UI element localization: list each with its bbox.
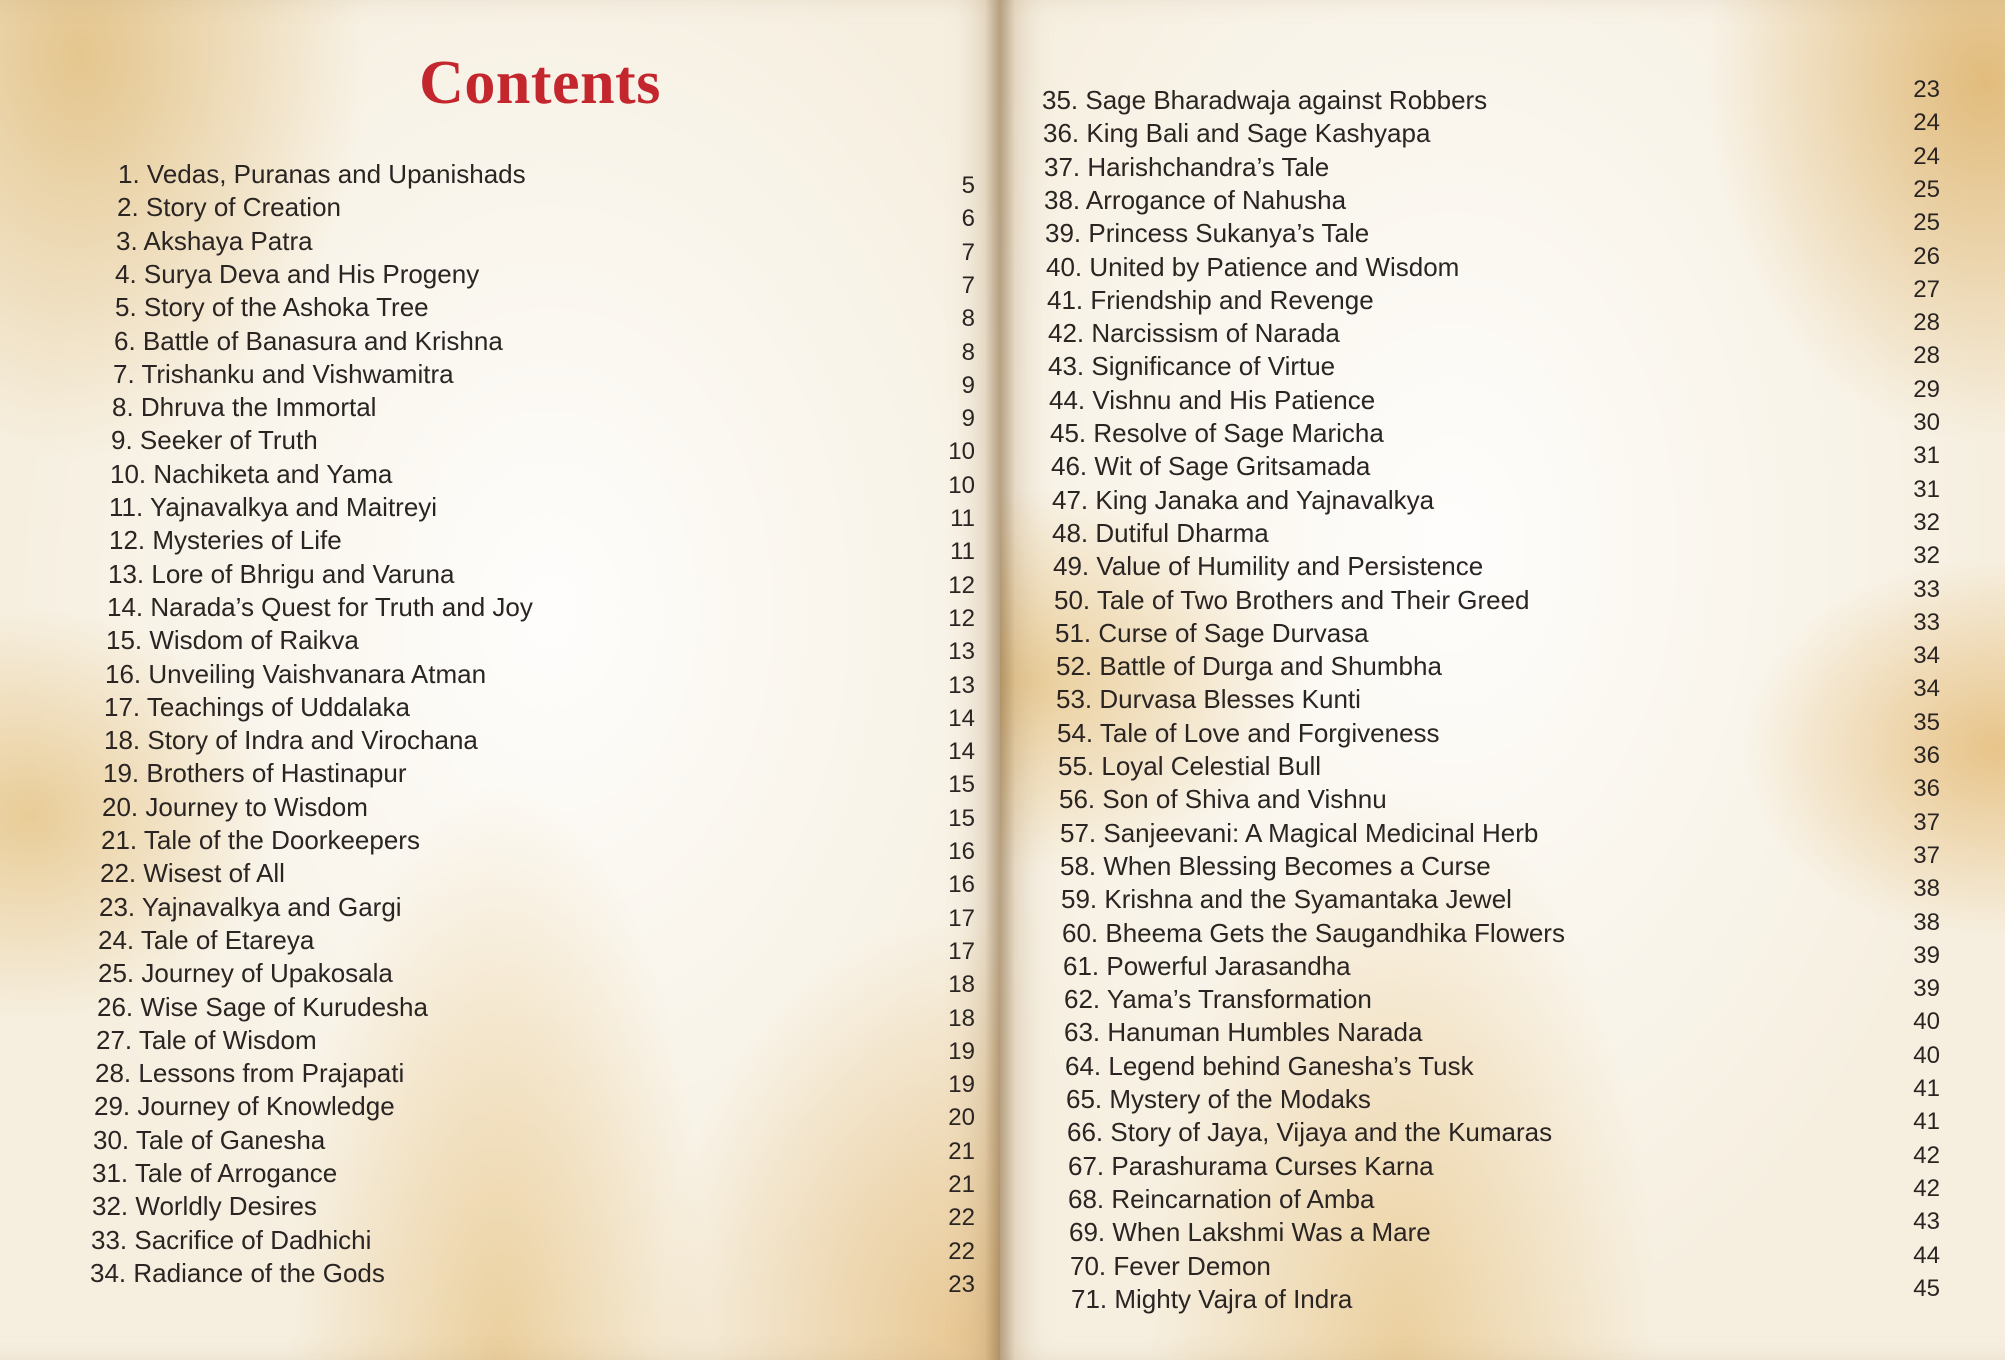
toc-entry-title: 53. Durvasa Blesses Kunti xyxy=(1056,684,1361,715)
toc-entry-title: 51. Curse of Sage Durvasa xyxy=(1055,617,1369,648)
toc-entry-title: 10. Nachiketa and Yama xyxy=(110,458,393,489)
toc-entry-title: 62. Yama’s Transformation xyxy=(1064,984,1372,1015)
toc-entry-title: 59. Krishna and the Syamantaka Jewel xyxy=(1061,884,1512,915)
toc-entry-title: 29. Journey of Knowledge xyxy=(94,1091,395,1122)
toc-entry-title: 67. Parashurama Curses Karna xyxy=(1068,1150,1434,1181)
toc-entry-page-number: 25 xyxy=(1913,175,1940,203)
toc-entry-title: 33. Sacrifice of Dadhichi xyxy=(91,1224,372,1255)
toc-entry-page-number: 23 xyxy=(1913,76,1940,103)
toc-entry-title: 4. Surya Deva and His Progeny xyxy=(115,258,480,289)
toc-entry-title: 47. King Janaka and Yajnavalkya xyxy=(1052,484,1435,515)
toc-entry-title: 60. Bheema Gets the Saugandhika Flowers xyxy=(1062,917,1565,948)
toc-entry-page-number: 31 xyxy=(1913,475,1940,503)
toc-entry-title: 11. Yajnavalkya and Maitreyi xyxy=(109,492,438,522)
toc-entry-page-number: 16 xyxy=(948,871,975,899)
toc-entry-page-number: 15 xyxy=(948,804,975,832)
toc-entry-title: 45. Resolve of Sage Maricha xyxy=(1050,418,1384,448)
toc-entry-title: 21. Tale of the Doorkeepers xyxy=(101,825,420,855)
toc-entry-title: 40. United by Patience and Wisdom xyxy=(1046,251,1460,282)
toc-entry-page-number: 23 xyxy=(948,1270,975,1298)
toc-entry-page-number: 39 xyxy=(1913,941,1940,969)
toc-entry-page-number: 8 xyxy=(961,305,975,333)
toc-entry-page-number: 35 xyxy=(1913,708,1940,736)
toc-entry-page-number: 12 xyxy=(948,604,975,632)
toc-entry-page-number: 31 xyxy=(1913,442,1940,470)
toc-entry-page-number: 14 xyxy=(948,704,975,732)
toc-entry-page-number: 37 xyxy=(1913,808,1940,836)
book-gutter xyxy=(985,0,1015,1360)
toc-entry-page-number: 13 xyxy=(948,671,975,699)
toc-entry-page-number: 18 xyxy=(948,971,975,999)
toc-entry-page-number: 15 xyxy=(948,771,975,799)
contents-title: Contents xyxy=(419,49,661,117)
toc-entry-page-number: 21 xyxy=(948,1137,975,1165)
toc-entry-title: 19. Brothers of Hastinapur xyxy=(103,758,407,789)
toc-entry-title: 41. Friendship and Revenge xyxy=(1047,284,1374,315)
toc-entry-title: 7. Trishanku and Vishwamitra xyxy=(113,358,454,389)
toc-entry-page-number: 29 xyxy=(1913,375,1940,403)
toc-entry-title: 23. Yajnavalkya and Gargi xyxy=(99,891,402,922)
toc-entry-page-number: 44 xyxy=(1913,1241,1940,1269)
toc-entry-title: 31. Tale of Arrogance xyxy=(92,1158,338,1188)
toc-entry-title: 61. Powerful Jarasandha xyxy=(1063,950,1351,981)
toc-entry-title: 20. Journey to Wisdom xyxy=(102,791,368,822)
toc-entry-title: 43. Significance of Virtue xyxy=(1048,351,1336,382)
toc-entry-page-number: 28 xyxy=(1913,309,1940,337)
toc-entry-page-number: 37 xyxy=(1913,841,1940,869)
toc-entry-title: 49. Value of Humility and Persistence xyxy=(1053,551,1484,582)
toc-entry-title: 38. Arrogance of Nahusha xyxy=(1044,184,1347,215)
toc-entry-title: 9. Seeker of Truth xyxy=(111,425,318,456)
toc-entry-page-number: 36 xyxy=(1913,742,1940,769)
toc-entry-page-number: 9 xyxy=(961,371,975,399)
toc-entry-title: 68. Reincarnation of Amba xyxy=(1068,1183,1375,1214)
toc-entry-title: 24. Tale of Etareya xyxy=(98,924,315,955)
toc-entry-page-number: 28 xyxy=(1913,342,1940,370)
toc-entry-title: 12. Mysteries of Life xyxy=(109,525,342,556)
toc-entry-title: 39. Princess Sukanya’s Tale xyxy=(1045,218,1370,249)
toc-entry-page-number: 33 xyxy=(1913,608,1940,636)
toc-entry-title: 17. Teachings of Uddalaka xyxy=(104,691,410,722)
toc-entry-page-number: 41 xyxy=(1913,1075,1940,1102)
toc-entry-page-number: 43 xyxy=(1913,1208,1940,1236)
toc-entry-title: 55. Loyal Celestial Bull xyxy=(1058,751,1322,781)
toc-entry-title: 71. Mighty Vajra of Indra xyxy=(1071,1283,1353,1314)
toc-entry-page-number: 32 xyxy=(1913,542,1940,570)
toc-entry-title: 58. When Blessing Becomes a Curse xyxy=(1060,850,1491,881)
toc-entry-page-number: 27 xyxy=(1913,275,1940,303)
toc-entry-page-number: 30 xyxy=(1913,409,1940,436)
toc-entry-title: 15. Wisdom of Raikva xyxy=(106,625,359,656)
toc-entry-page-number: 38 xyxy=(1913,875,1940,903)
toc-entry-title: 46. Wit of Sage Gritsamada xyxy=(1051,451,1371,482)
toc-entry-page-number: 12 xyxy=(948,571,975,599)
toc-entry-page-number: 24 xyxy=(1913,109,1940,137)
toc-entry-page-number: 26 xyxy=(1913,242,1940,270)
toc-entry-title: 6. Battle of Banasura and Krishna xyxy=(114,325,503,356)
toc-entry-title: 28. Lessons from Prajapati xyxy=(95,1058,405,1089)
toc-entry-page-number: 42 xyxy=(1913,1141,1940,1169)
toc-entry-page-number: 10 xyxy=(948,438,975,466)
toc-entry-title: 30. Tale of Ganesha xyxy=(93,1124,326,1155)
toc-entry-title: 70. Fever Demon xyxy=(1070,1250,1271,1281)
toc-entry-page-number: 9 xyxy=(961,405,975,433)
toc-entry-page-number: 8 xyxy=(961,338,975,366)
toc-entry-page-number: 7 xyxy=(961,238,975,266)
toc-entry-title: 35. Sage Bharadwaja against Robbers xyxy=(1042,85,1488,115)
right-page xyxy=(1000,0,2005,1360)
toc-entry-title: 34. Radiance of the Gods xyxy=(90,1257,385,1288)
toc-entry-title: 2. Story of Creation xyxy=(117,192,341,223)
toc-entry-title: 13. Lore of Bhrigu and Varuna xyxy=(108,558,455,589)
toc-entry-title: 14. Narada’s Quest for Truth and Joy xyxy=(107,591,533,622)
toc-entry-title: 26. Wise Sage of Kurudesha xyxy=(97,991,428,1022)
toc-entry-title: 25. Journey of Upakosala xyxy=(98,958,393,989)
toc-entry-page-number: 40 xyxy=(1913,1008,1940,1036)
toc-entry-page-number: 7 xyxy=(961,271,975,299)
toc-entry-page-number: 13 xyxy=(948,638,975,666)
toc-entry-title: 52. Battle of Durga and Shumbha xyxy=(1056,651,1442,682)
toc-entry-page-number: 22 xyxy=(948,1204,975,1232)
toc-entry-page-number: 34 xyxy=(1913,675,1940,703)
toc-entry-page-number: 17 xyxy=(948,937,975,965)
toc-entry-page-number: 45 xyxy=(1913,1274,1940,1302)
toc-entry-title: 50. Tale of Two Brothers and Their Greed xyxy=(1054,584,1530,615)
toc-entry-page-number: 22 xyxy=(948,1237,975,1265)
toc-entry-title: 42. Narcissism of Narada xyxy=(1048,318,1340,349)
toc-entry-page-number: 5 xyxy=(961,172,975,199)
toc-entry-page-number: 39 xyxy=(1913,975,1940,1003)
toc-entry-title: 37. Harishchandra’s Tale xyxy=(1044,151,1330,182)
toc-entry-title: 69. When Lakshmi Was a Mare xyxy=(1069,1217,1431,1248)
toc-entry-title: 66. Story of Jaya, Vijaya and the Kumaras xyxy=(1067,1117,1553,1148)
toc-entry-page-number: 16 xyxy=(948,838,975,865)
toc-entry-page-number: 19 xyxy=(948,1037,975,1065)
toc-entry-page-number: 18 xyxy=(948,1004,975,1032)
toc-entry-page-number: 40 xyxy=(1913,1041,1940,1069)
toc-entry-page-number: 41 xyxy=(1913,1108,1940,1136)
toc-entry-title: 63. Hanuman Humbles Narada xyxy=(1064,1017,1423,1048)
toc-entry-page-number: 11 xyxy=(950,505,975,532)
toc-entry-page-number: 34 xyxy=(1913,642,1940,670)
toc-entry-title: 65. Mystery of the Modaks xyxy=(1066,1084,1371,1114)
left-page xyxy=(0,0,1000,1360)
toc-entry-page-number: 6 xyxy=(961,205,975,233)
toc-entry-page-number: 33 xyxy=(1913,575,1940,603)
toc-entry-title: 5. Story of the Ashoka Tree xyxy=(115,292,429,323)
toc-entry-page-number: 10 xyxy=(948,471,975,499)
toc-entry-title: 1. Vedas, Puranas and Upanishads xyxy=(118,159,526,189)
toc-entry-page-number: 17 xyxy=(948,904,975,932)
toc-entry-title: 22. Wisest of All xyxy=(100,858,285,889)
toc-entry-title: 32. Worldly Desires xyxy=(92,1191,317,1222)
toc-entry-page-number: 11 xyxy=(950,538,975,566)
toc-entry-title: 44. Vishnu and His Patience xyxy=(1049,384,1376,415)
toc-entry-title: 56. Son of Shiva and Vishnu xyxy=(1059,784,1387,815)
toc-entry-page-number: 25 xyxy=(1913,209,1940,237)
toc-entry-page-number: 21 xyxy=(948,1171,975,1198)
toc-entry-page-number: 38 xyxy=(1913,908,1940,936)
toc-entry-title: 36. King Bali and Sage Kashyapa xyxy=(1043,118,1431,149)
toc-entry-title: 57. Sanjeevani: A Magical Medicinal Herb xyxy=(1060,817,1539,848)
toc-entry-title: 16. Unveiling Vaishvanara Atman xyxy=(105,658,487,689)
toc-entry-title: 54. Tale of Love and Forgiveness xyxy=(1057,717,1440,748)
toc-entry-page-number: 24 xyxy=(1913,142,1940,170)
toc-entry-page-number: 42 xyxy=(1913,1174,1940,1202)
toc-entry-page-number: 36 xyxy=(1913,775,1940,803)
toc-entry-page-number: 19 xyxy=(948,1071,975,1099)
toc-entry-title: 8. Dhruva the Immortal xyxy=(112,392,377,423)
toc-entry-title: 64. Legend behind Ganesha’s Tusk xyxy=(1065,1050,1474,1081)
toc-entry-title: 3. Akshaya Patra xyxy=(116,225,313,256)
toc-entry-page-number: 20 xyxy=(948,1104,975,1132)
toc-entry-page-number: 32 xyxy=(1913,508,1940,536)
toc-entry-page-number: 14 xyxy=(948,738,975,766)
toc-entry-title: 48. Dutiful Dharma xyxy=(1052,517,1269,548)
toc-entry-title: 18. Story of Indra and Virochana xyxy=(104,725,478,756)
toc-entry-title: 27. Tale of Wisdom xyxy=(96,1024,317,1055)
